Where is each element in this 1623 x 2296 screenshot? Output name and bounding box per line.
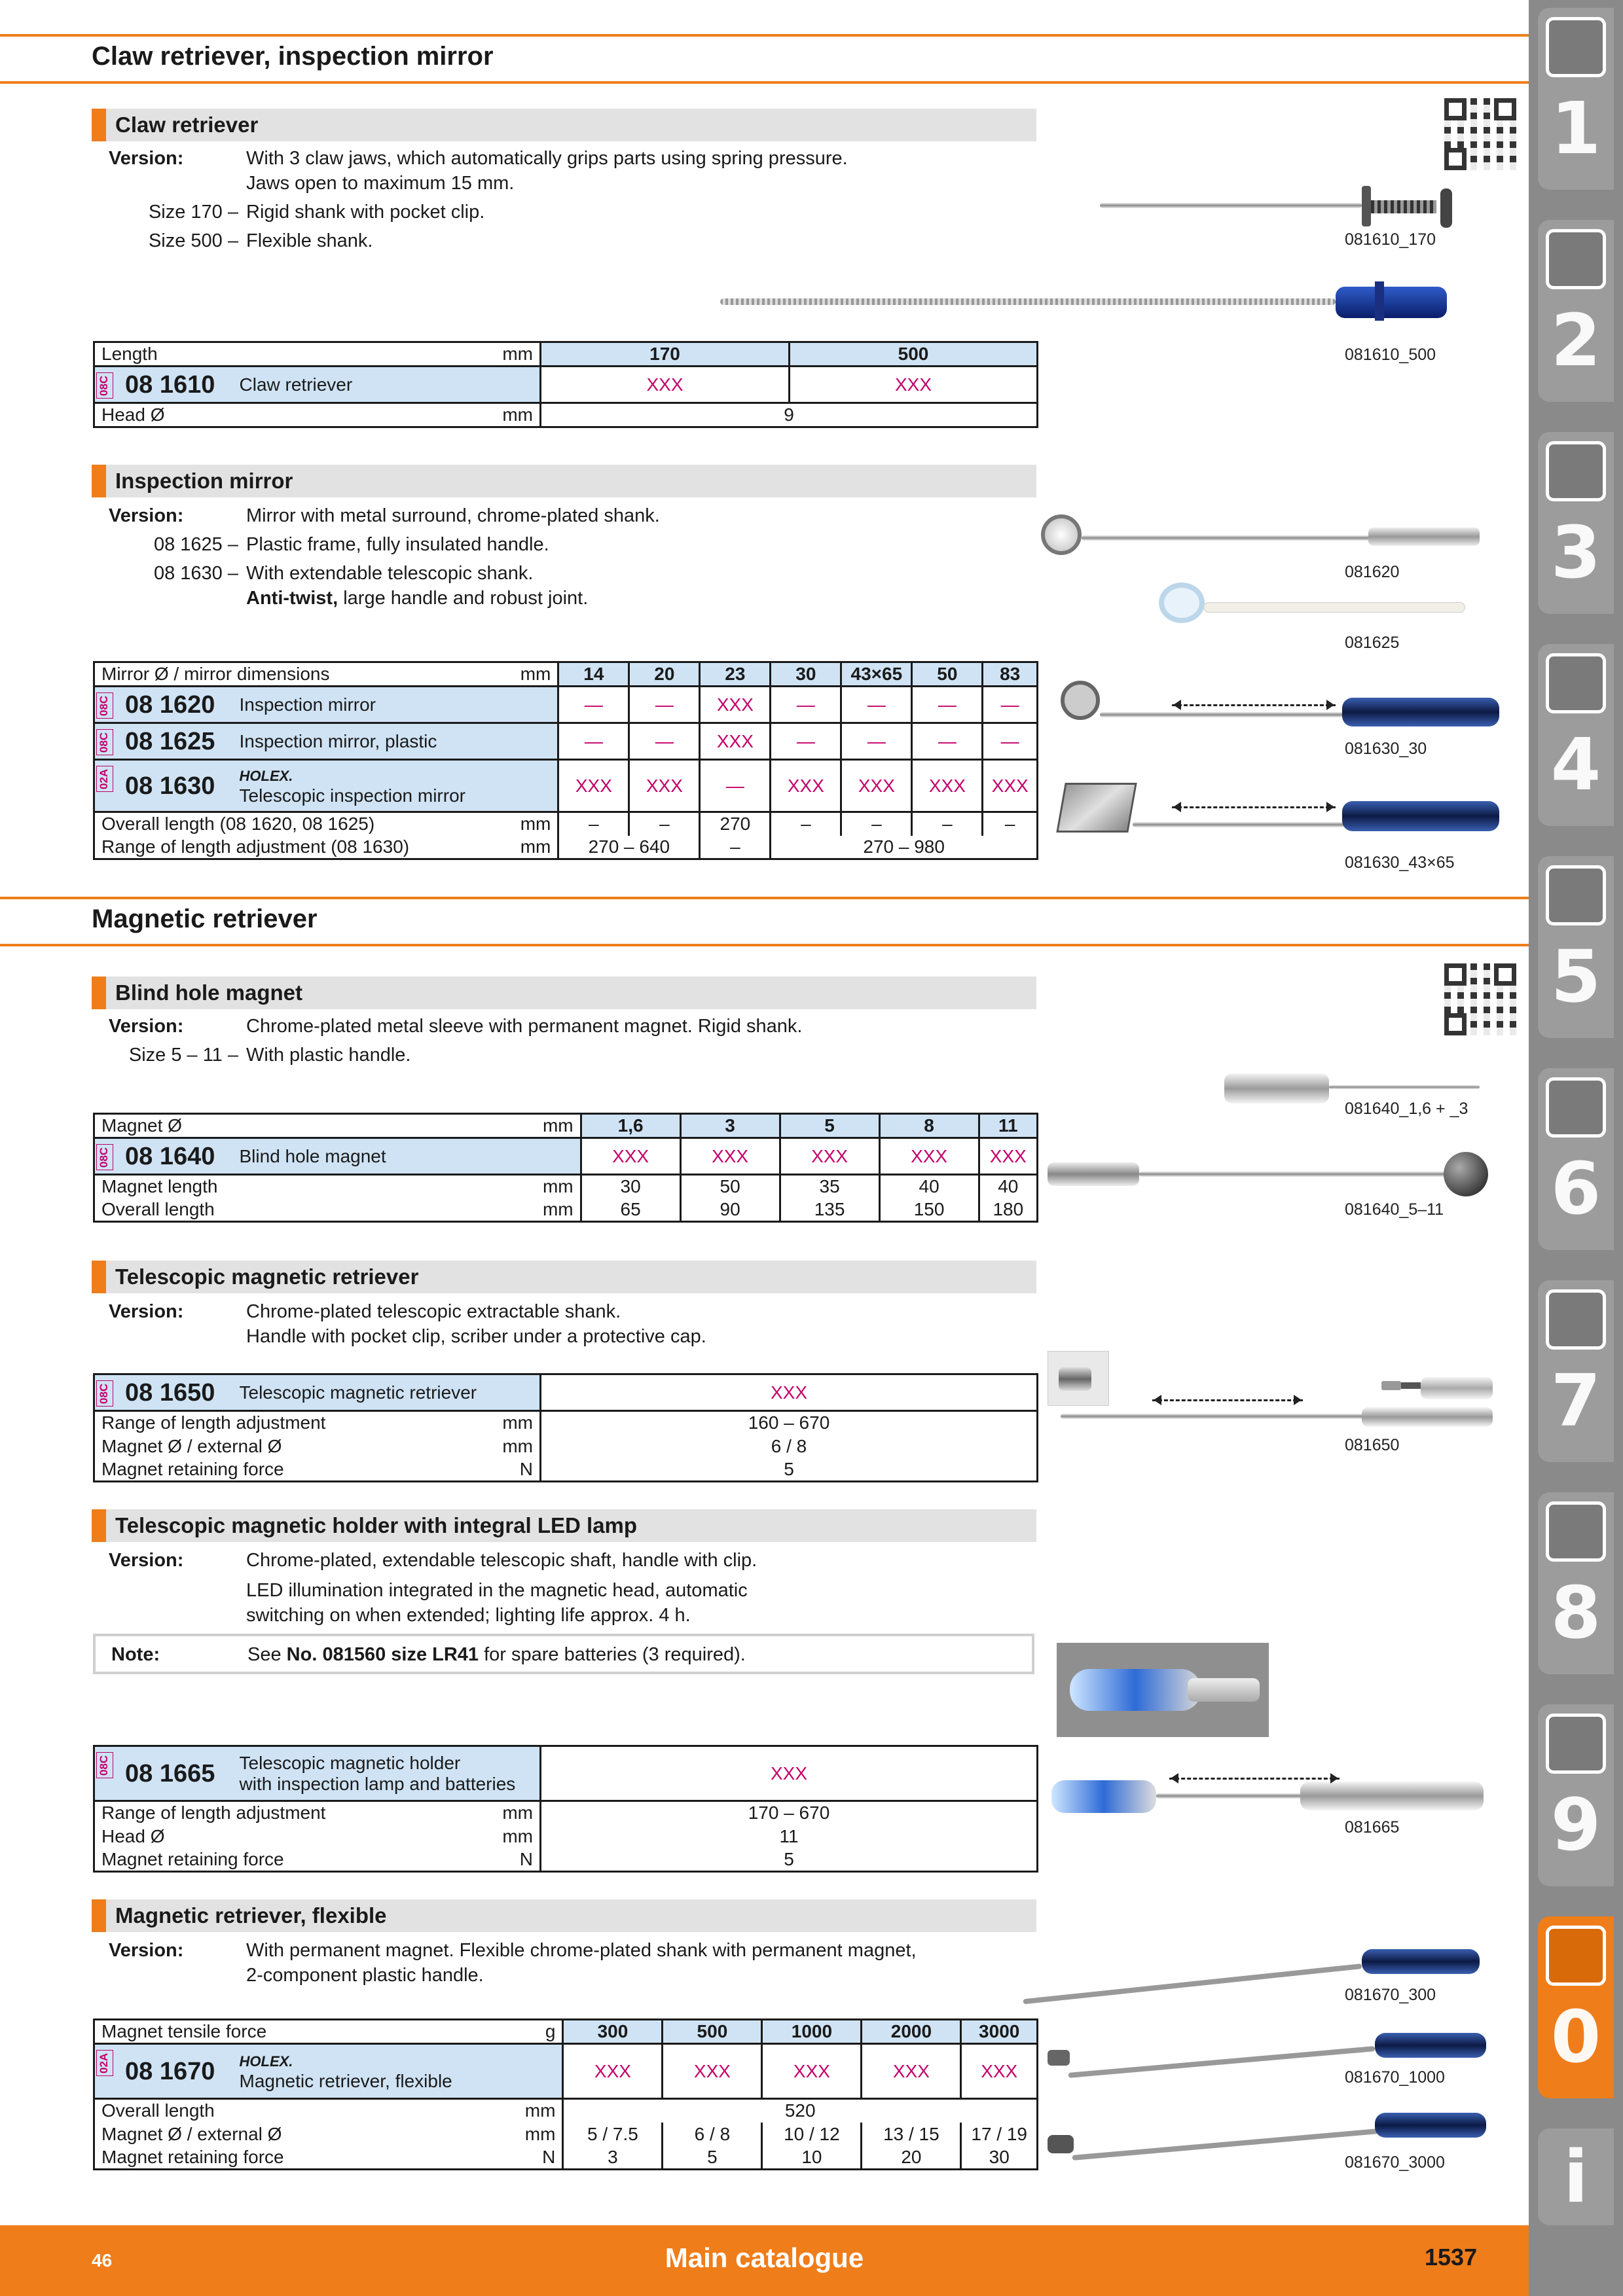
row-label: Overall length mm — [101, 1198, 574, 1219]
subhead-title: Telescopic magnetic retriever — [115, 1265, 419, 1289]
subhead-title: Telescopic magnetic holder with integral LED lamp — [115, 1513, 638, 1537]
claw-retriever-500-image — [720, 281, 1506, 321]
version-label: Version: — [109, 505, 184, 526]
cell: – — [983, 812, 1038, 836]
telescopic-retriever-image — [1061, 1374, 1493, 1433]
cell: 35 — [780, 1175, 879, 1198]
chapter-tab-9[interactable] — [1538, 1704, 1614, 1886]
cell: 20 — [862, 2146, 961, 2170]
subhead-telescopic-retriever — [92, 1261, 1036, 1293]
cell: 270 — [700, 812, 771, 836]
tab-number: 9 — [1550, 1783, 1601, 1867]
row-label: Magnet retaining force N — [101, 1458, 533, 1479]
size-col: 300 — [563, 2020, 663, 2044]
row-label: Magnet retaining force N — [101, 2146, 556, 2167]
version-label: Version: — [109, 148, 184, 169]
telescopic-mirror-30-image — [1061, 681, 1493, 733]
inspection-mirror-plastic-image — [1159, 583, 1473, 628]
price: XXX — [563, 2044, 663, 2099]
price: — — [558, 687, 629, 723]
row-label: Overall length (08 1620, 08 1625) mm — [101, 814, 551, 834]
cell: 270 – 640 — [558, 836, 700, 859]
size-text: Plastic frame, fully insulated handle. — [246, 534, 549, 555]
inspection-mirror-table — [93, 661, 1038, 860]
subhead-title: Magnetic retriever, flexible — [115, 1903, 387, 1928]
cell: 520 — [563, 2099, 1038, 2123]
cell: – — [700, 836, 771, 859]
row-label: Range of length adjustment (08 1630) mm — [101, 836, 551, 857]
safety-glasses-icon — [1546, 1926, 1606, 1986]
qr-code[interactable] — [1444, 98, 1516, 170]
footer-title: Main catalogue — [665, 2242, 864, 2273]
cell: 30 — [961, 2146, 1038, 2170]
tag: 08C — [96, 372, 113, 399]
led-holder-image — [1051, 1774, 1490, 1820]
cell: 6 / 8 — [541, 1435, 1038, 1458]
length-arrow — [1152, 1399, 1303, 1401]
length-arrow — [1169, 1778, 1340, 1780]
price: XXX — [541, 1374, 1038, 1411]
price: — — [983, 687, 1038, 723]
size-col: 500 — [790, 342, 1038, 367]
size-col: 30 — [771, 662, 841, 687]
feature-bold: Anti-twist, — [246, 588, 338, 609]
version-text: Chrome-plated telescopic extractable shank. — [246, 1301, 621, 1322]
head-label: Length — [101, 344, 158, 364]
caption: 081610_170 — [1345, 230, 1436, 249]
size-text: With plastic handle. — [246, 1045, 411, 1066]
price: XXX — [983, 760, 1038, 812]
cell: – — [629, 812, 700, 836]
note-label: Note: — [111, 1644, 160, 1665]
brand-logo: HOLEX. — [239, 767, 293, 784]
chapter-tab-8[interactable] — [1538, 1492, 1614, 1674]
version-text: Handle with pocket clip, scriber under a protective cap. — [246, 1326, 706, 1347]
subhead-title: Claw retriever — [115, 113, 259, 137]
caption: 081670_3000 — [1345, 2153, 1445, 2172]
page-number-right: 1537 — [1425, 2244, 1478, 2270]
cell: 90 — [680, 1198, 780, 1222]
drill-icon — [1546, 17, 1606, 77]
chapter-tab-0[interactable] — [1538, 1916, 1614, 2098]
price: XXX — [879, 1138, 979, 1175]
led-lamp-detail-image — [1057, 1643, 1269, 1737]
length-arrow — [1172, 704, 1336, 706]
price: XXX — [558, 760, 629, 812]
price: XXX — [762, 2044, 862, 2099]
version-text: With permanent magnet. Flexible chrome-plated shank with permanent magnet, — [246, 1940, 917, 1961]
flexible-retriever-table — [93, 2018, 1038, 2170]
chapter-tab-3[interactable] — [1538, 432, 1614, 614]
cell: – — [771, 812, 841, 836]
tab-number: 6 — [1550, 1147, 1601, 1230]
article-number[interactable]: 08C 08 1620 — [94, 687, 233, 723]
article-number[interactable] — [94, 367, 233, 403]
size-col: 43×65 — [841, 662, 912, 687]
cell: 50 — [680, 1175, 780, 1198]
chapter-tab-7[interactable] — [1538, 1280, 1614, 1462]
row-label: Magnet Ø / external Ø mm — [101, 2123, 556, 2144]
row-label: Magnet retaining force N — [101, 1848, 533, 1869]
row-value: 9 — [541, 403, 1038, 427]
subhead-title: Blind hole magnet — [115, 980, 303, 1005]
wrench-screwdriver-icon — [1546, 1077, 1606, 1138]
section-header-claw — [0, 34, 1529, 84]
size-col: 500 — [663, 2020, 762, 2044]
tab-number: 8 — [1550, 1571, 1601, 1655]
cell: 11 — [541, 1825, 1038, 1848]
caption: 081630_30 — [1345, 740, 1427, 758]
cell: 65 — [581, 1198, 680, 1222]
cell: 40 — [979, 1175, 1037, 1198]
cell: 5 — [541, 1458, 1038, 1482]
version-label: Version: — [109, 1301, 184, 1322]
section-title: Magnetic retriever — [92, 905, 318, 933]
price: — — [983, 723, 1038, 760]
size-text: With extendable telescopic shank. — [246, 563, 534, 584]
cell: 170 – 670 — [541, 1801, 1038, 1825]
version-text: Chrome-plated, extendable telescopic shaft, handle with clip. — [246, 1550, 757, 1571]
caption: 081625 — [1345, 634, 1400, 652]
feature-rest: large handle and robust joint. — [338, 588, 589, 609]
blind-hole-magnet-table — [93, 1113, 1038, 1223]
cell: 5 — [541, 1848, 1038, 1872]
hammer-pliers-icon — [1546, 1289, 1606, 1350]
row-label: Overall length mm — [101, 2100, 556, 2121]
caption: 081670_1000 — [1345, 2068, 1445, 2087]
price: XXX — [700, 723, 771, 760]
chapter-tab-4[interactable] — [1538, 644, 1614, 826]
caption: 081640_1,6 + _3 — [1345, 1100, 1468, 1118]
size-col: 3000 — [961, 2020, 1038, 2044]
toolholder-icon — [1546, 441, 1606, 501]
price: XXX — [663, 2044, 762, 2099]
version-label: Version: — [109, 1550, 184, 1571]
row-label: Head Ø — [101, 404, 165, 425]
inspection-mirror-image — [1041, 511, 1486, 563]
subhead-claw-retriever — [92, 109, 1036, 141]
price: — — [912, 687, 983, 723]
price: — — [771, 687, 841, 723]
note-text: See No. 081560 size LR41 for spare batteries (3 required). — [247, 1644, 746, 1665]
cabinet-icon — [1546, 1713, 1606, 1774]
insert-icon — [1546, 229, 1606, 289]
size-label: 08 1625 – — [153, 534, 238, 555]
section-title: Claw retriever, inspection mirror — [92, 42, 494, 71]
head-label: Magnet Ø mm — [101, 1115, 574, 1136]
caption: 081630_43×65 — [1345, 853, 1455, 872]
size-text: Flexible shank. — [246, 230, 373, 251]
price: XXX — [629, 760, 700, 812]
unit: mm — [502, 404, 533, 425]
cell: – — [841, 812, 912, 836]
tab-number: 7 — [1550, 1359, 1601, 1443]
info-icon: i — [1563, 2135, 1588, 2219]
caption: 081620 — [1345, 563, 1400, 581]
led-holder-table — [93, 1745, 1038, 1873]
version-text: Chrome-plated metal sleeve with permanent magnet. Rigid shank. — [246, 1016, 803, 1037]
article-number[interactable]: 08C 08 1625 — [94, 723, 233, 760]
version-text: Jaws open to maximum 15 mm. — [246, 173, 515, 194]
chapter-tab-6[interactable] — [1538, 1068, 1614, 1250]
cell: 150 — [879, 1198, 979, 1222]
article-name: Claw retriever — [233, 367, 541, 403]
article-name: Telescopic magnetic holder with inspection lamp and batteries — [233, 1746, 541, 1801]
cell: 10 — [762, 2146, 862, 2170]
section-header-magnetic — [0, 897, 1529, 946]
price: XXX — [862, 2044, 961, 2099]
size-col: 1,6 — [581, 1114, 680, 1138]
price: — — [558, 723, 629, 760]
row-label: Range of length adjustment mm — [101, 1412, 533, 1433]
unit: mm — [502, 344, 533, 364]
version-label: Version: — [109, 1016, 184, 1037]
size-col: 5 — [780, 1114, 879, 1138]
price: — — [629, 687, 700, 723]
size-col: 23 — [700, 662, 771, 687]
subhead-flexible-retriever — [92, 1899, 1036, 1932]
article-name: Telescopic magnetic retriever — [233, 1374, 541, 1411]
version-text: 2-component plastic handle. — [246, 1965, 484, 1986]
subhead-blind-hole-magnet — [92, 977, 1036, 1009]
size-label: 08 1630 – — [153, 563, 238, 584]
size-col: 3 — [680, 1114, 780, 1138]
chapter-tab-info[interactable] — [1538, 2128, 1614, 2225]
caption: 081610_500 — [1345, 346, 1436, 364]
version-label: Version: — [109, 1940, 184, 1961]
price: XXX — [979, 1138, 1037, 1175]
qr-code[interactable] — [1444, 963, 1516, 1035]
cell: 5 / 7.5 — [563, 2123, 663, 2146]
cell: 10 / 12 — [762, 2123, 862, 2146]
cell: – — [558, 812, 629, 836]
article-number[interactable]: 08C 08 1640 — [94, 1138, 233, 1175]
toolcase-icon — [1546, 1501, 1606, 1562]
claw-retriever-table — [93, 341, 1038, 428]
tab-number: 3 — [1550, 511, 1601, 594]
size-col: 83 — [983, 662, 1038, 687]
price: XXX — [541, 1746, 1038, 1801]
tab-number: 5 — [1550, 935, 1601, 1018]
cell: 6 / 8 — [663, 2123, 762, 2146]
price: XXX — [541, 367, 790, 403]
cell: 40 — [879, 1175, 979, 1198]
claw-retriever-170-image — [1087, 182, 1480, 234]
article-number[interactable]: 08C 08 1650 — [94, 1374, 233, 1411]
subhead-inspection-mirror — [92, 465, 1036, 497]
blind-hole-magnet-large-image — [1048, 1149, 1493, 1202]
cell: 160 – 670 — [541, 1411, 1038, 1435]
row-label: Magnet Ø / external Ø mm — [101, 1435, 533, 1456]
price: — — [912, 723, 983, 760]
caption: 081650 — [1345, 1436, 1400, 1454]
article-number[interactable]: 08C 08 1665 — [94, 1746, 233, 1801]
row-label: Magnet length mm — [101, 1176, 574, 1197]
size-col: 8 — [879, 1114, 979, 1138]
article-name: Inspection mirror — [233, 687, 558, 723]
cell: 30 — [581, 1175, 680, 1198]
price: — — [700, 760, 771, 812]
article-name: HOLEX. Magnetic retriever, flexible — [233, 2044, 563, 2099]
page-number-left: 46 — [92, 2250, 113, 2270]
price: XXX — [680, 1138, 780, 1175]
subhead-title: Inspection mirror — [115, 469, 293, 493]
size-label: Size 5 – 11 – — [128, 1045, 238, 1066]
footer-bar — [0, 2225, 1529, 2296]
size-col: 50 — [912, 662, 983, 687]
caliper-icon — [1546, 653, 1606, 713]
article-number[interactable]: 02A 08 1670 — [94, 2044, 233, 2099]
size-col: 1000 — [762, 2020, 862, 2044]
note-box — [93, 1634, 1034, 1674]
article-text: 08 1610 — [125, 370, 215, 399]
subhead-led-holder — [92, 1509, 1036, 1542]
caption: 081665 — [1345, 1818, 1400, 1837]
feature-text — [246, 586, 588, 610]
size-col: 14 — [558, 662, 629, 687]
grinding-disc-icon — [1546, 865, 1606, 925]
version-text: Mirror with metal surround, chrome-plated shank. — [246, 505, 660, 526]
article-name: Blind hole magnet — [233, 1138, 581, 1175]
cell: 135 — [780, 1198, 879, 1222]
size-col: 11 — [979, 1114, 1037, 1138]
head-label: Magnet tensile force g — [101, 2021, 556, 2041]
price: — — [771, 723, 841, 760]
chapter-tab-2[interactable] — [1538, 220, 1614, 402]
tab-number: 2 — [1550, 298, 1601, 382]
chapter-tab-5[interactable] — [1538, 856, 1614, 1038]
size-col: 20 — [629, 662, 700, 687]
article-name: Inspection mirror, plastic — [233, 723, 558, 760]
tab-number: 0 — [1550, 1995, 1601, 2079]
version-text: LED illumination integrated in the magnetic head, automatic — [246, 1580, 748, 1601]
version-text: switching on when extended; lighting life approx. 4 h. — [246, 1605, 691, 1626]
chapter-tab-1[interactable] — [1538, 8, 1614, 190]
row-label: Head Ø mm — [101, 1825, 533, 1846]
article-name: HOLEX. Telescopic inspection mirror — [233, 760, 558, 812]
telescopic-retriever-table — [93, 1373, 1038, 1482]
size-text: Rigid shank with pocket clip. — [246, 202, 485, 223]
price: XXX — [700, 687, 771, 723]
price: XXX — [581, 1138, 680, 1175]
size-label: Size 500 – — [148, 230, 238, 251]
head-label: Mirror Ø / mirror dimensions mm — [101, 664, 551, 684]
tab-number: 1 — [1550, 86, 1601, 170]
cell: 270 – 980 — [771, 836, 1038, 859]
cell: 5 — [663, 2146, 762, 2170]
cell: 13 / 15 — [862, 2123, 961, 2146]
size-col: 2000 — [862, 2020, 961, 2044]
price: XXX — [790, 367, 1038, 403]
size-col: 170 — [541, 342, 790, 367]
unit: mm — [520, 664, 551, 684]
caption: 081640_5–11 — [1345, 1200, 1444, 1219]
cell: – — [912, 812, 983, 836]
tab-number: 4 — [1550, 723, 1601, 806]
price: XXX — [780, 1138, 879, 1175]
size-label: Size 170 – — [148, 202, 238, 223]
caption: 081670_300 — [1345, 1986, 1436, 2004]
price: — — [841, 687, 912, 723]
price: XXX — [771, 760, 841, 812]
brand-logo: HOLEX. — [239, 2053, 293, 2070]
telescopic-mirror-43x65-image — [1061, 783, 1493, 842]
version-text: With 3 claw jaws, which automatically grips parts using spring pressure. — [246, 148, 848, 169]
length-arrow — [1172, 806, 1336, 808]
price: XXX — [841, 760, 912, 812]
cell: 3 — [563, 2146, 663, 2170]
price: XXX — [961, 2044, 1038, 2099]
cell: 180 — [979, 1198, 1037, 1222]
price: XXX — [912, 760, 983, 812]
price: — — [629, 723, 700, 760]
article-number[interactable]: 02A 08 1630 — [94, 760, 233, 812]
cell: 17 / 19 — [961, 2123, 1038, 2146]
price: — — [841, 723, 912, 760]
row-label: Range of length adjustment mm — [101, 1803, 533, 1823]
